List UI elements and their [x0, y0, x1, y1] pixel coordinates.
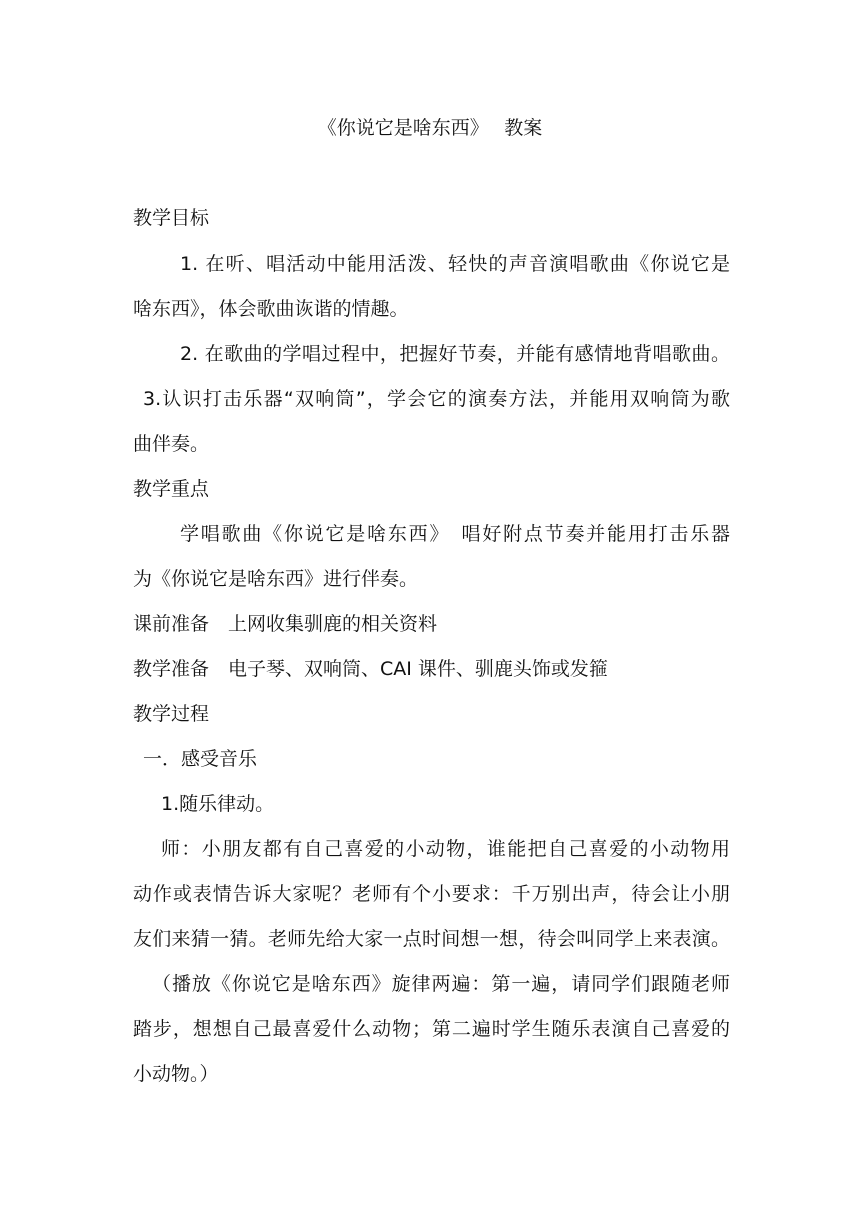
teacher-paragraph-line: 动作或表情告诉大家呢？老师有个小要求：千万别出声，待会让小朋 — [133, 883, 730, 905]
prep-teaching: 教学准备 电子琴、双响筒、CAI 课件、驯鹿头饰或发箍 — [133, 658, 608, 680]
document-title: 《你说它是啥东西》 教案 — [317, 117, 543, 139]
teacher-paragraph-line: 师：小朋友都有自己喜爱的小动物，谁能把自己喜爱的小动物用 — [161, 838, 730, 860]
teacher-paragraph-line: 友们来猜一猜。老师先给大家一点时间想一想，待会叫同学上来表演。 — [133, 928, 730, 950]
play-paragraph-line: 踏步，想想自己最喜爱什么动物；第二遍时学生随乐表演自己喜爱的 — [133, 1018, 730, 1040]
section-heading-goals: 教学目标 — [133, 207, 210, 229]
part-one-heading: 一．感受音乐 — [143, 748, 258, 770]
goal-1-line: 1. 在听、唱活动中能用活泼、轻快的声音演唱歌曲《你说它是 — [180, 253, 730, 275]
goal-3-line: 曲伴奏。 — [133, 433, 210, 455]
goal-2-line: 2. 在歌曲的学唱过程中，把握好节奏，并能有感情地背唱歌曲。 — [180, 343, 730, 365]
focus-line: 学唱歌曲《你说它是啥东西》 唱好附点节奏并能用打击乐器 — [180, 523, 730, 545]
step-1: 1.随乐律动。 — [161, 793, 275, 815]
play-paragraph-line: （播放《你说它是啥东西》旋律两遍：第一遍，请同学们跟随老师 — [152, 973, 730, 995]
prep-before-class: 课前准备 上网收集驯鹿的相关资料 — [133, 613, 438, 635]
focus-line: 为《你说它是啥东西》进行伴奏。 — [133, 568, 419, 590]
section-heading-process: 教学过程 — [133, 703, 210, 725]
goal-1-line: 啥东西》，体会歌曲诙谐的情趣。 — [133, 298, 409, 320]
goal-3-line: 3.认识打击乐器“双响筒”，学会它的演奏方法，并能用双响筒为歌 — [143, 388, 730, 410]
section-heading-focus: 教学重点 — [133, 478, 210, 500]
play-paragraph-line: 小动物。） — [133, 1063, 219, 1085]
